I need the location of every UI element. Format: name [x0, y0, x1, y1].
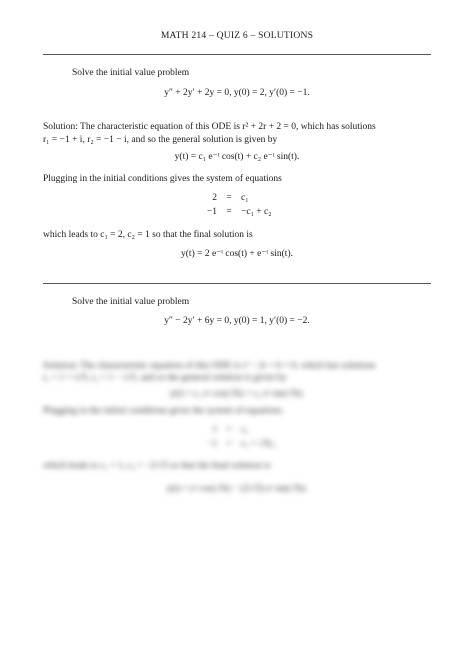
problem-1-equation: y″ + 2y′ + 2y = 0, y(0) = 2, y′(0) = −1. [164, 88, 310, 98]
problem-2-leads-text: which leads to c₁ = 1, c₂ = −2/√5 so that the final solution is [43, 461, 271, 471]
system-rhs: c₁ [241, 425, 249, 435]
problem-1-solution-line-2: r₁ = −1 + i, r₂ = −1 − i, and so the general solution is given by [43, 135, 278, 145]
system-equals: = [226, 193, 232, 203]
problem-1-final-solution: y(t) = 2 e⁻ᵗ cos(t) + e⁻ᵗ sin(t). [181, 249, 293, 259]
problem-1-general-solution: y(t) = c₁ e⁻ᵗ cos(t) + c₂ e⁻ᵗ sin(t). [174, 152, 300, 162]
section-divider [43, 283, 431, 284]
problem-2-prompt: Solve the initial value problem [72, 297, 190, 307]
problem-1-leads-text: which leads to c₁ = 2, c₂ = 1 so that the final solution is [43, 230, 253, 240]
top-divider [43, 54, 431, 55]
problem-2-final-solution: y(t) = eᵗ cos(√5t) − (2/√5) eᵗ sin(√5t). [166, 484, 308, 494]
system-rhs: c₁ [241, 193, 249, 203]
problem-2-system [193, 425, 313, 455]
system-equals: = [226, 439, 232, 449]
problem-1-plugging-text: Plugging in the initial conditions gives the system of equations [43, 174, 282, 184]
system-rhs: −c₁ + c₂ [241, 207, 272, 217]
problem-1-solution-line-1: Solution: The characteristic equation of this ODE is r² + 2r + 2 = 0, which has solutions [43, 122, 376, 132]
system-lhs: 1 [212, 425, 217, 435]
problem-1-prompt: Solve the initial value problem [72, 68, 190, 78]
problem-2-equation: y″ − 2y′ + 6y = 0, y(0) = 1, y′(0) = −2. [164, 316, 310, 326]
problem-2-general-solution: y(t) = c₁ eᵗ cos(√5t) + c₂ eᵗ sin(√5t). [169, 389, 305, 399]
system-lhs: −1 [206, 439, 217, 449]
system-lhs: 2 [212, 193, 217, 203]
page-header: MATH 214 – QUIZ 6 – SOLUTIONS [160, 30, 314, 41]
problem-2-solution-line-1: Solution: The characteristic equation of this ODE is r² − 2r + 6 = 0, which has solutions [43, 361, 376, 371]
system-rhs: c₁ + √5c₂ [241, 439, 277, 449]
system-equals: = [226, 207, 232, 217]
problem-2-plugging-text: Plugging in the initial conditions gives the system of equations [43, 406, 282, 416]
problem-1-system [193, 193, 303, 223]
problem-2-solution-line-2: r₁ = 1 + i√5, r₂ = 1 − i√5, and so the general solution is given by [43, 373, 287, 383]
system-lhs: −1 [206, 207, 217, 217]
system-equals: = [226, 425, 232, 435]
